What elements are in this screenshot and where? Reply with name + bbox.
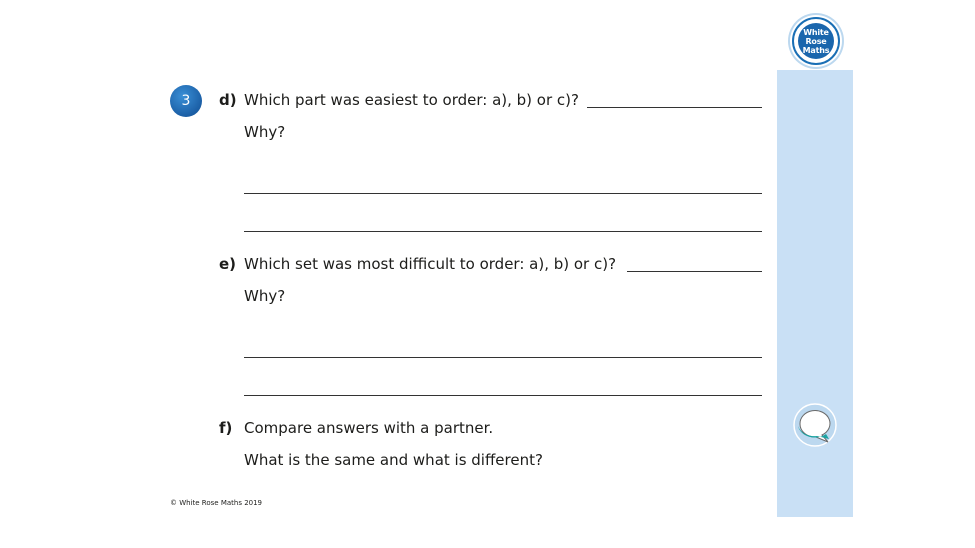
- white-rose-maths-logo: [792, 17, 840, 65]
- part-d-answer-line-1[interactable]: [244, 193, 762, 194]
- part-e-answer-line-1[interactable]: [244, 357, 762, 358]
- part-d-short-answer-line[interactable]: [587, 107, 762, 108]
- logo-line-2: Rose: [805, 36, 827, 46]
- part-e-why: Why?: [244, 287, 286, 305]
- part-e-short-answer-line[interactable]: [627, 271, 762, 272]
- part-d-label: d): [219, 91, 237, 109]
- speech-bubble-icon: [792, 402, 838, 448]
- part-e-prompt: Which set was most difficult to order: a), b) or c)?: [244, 255, 617, 273]
- part-f-prompt: Compare answers with a partner.: [244, 419, 494, 437]
- question-number-badge: [170, 85, 202, 117]
- copyright-notice: © White Rose Maths 2019: [170, 499, 263, 507]
- logo-line-1: White: [803, 27, 829, 37]
- part-e-answer-line-2[interactable]: [244, 395, 762, 396]
- question-number: 3: [181, 93, 191, 109]
- part-d-why: Why?: [244, 123, 286, 141]
- part-d-prompt: Which part was easiest to order: a), b) or c)?: [244, 91, 579, 109]
- part-e-label: e): [219, 255, 237, 273]
- part-f-label: f): [219, 419, 233, 437]
- logo-line-3: Maths: [802, 45, 830, 55]
- logo-text: [798, 23, 834, 59]
- part-d-answer-line-2[interactable]: [244, 231, 762, 232]
- part-f-follow-up: What is the same and what is different?: [244, 451, 543, 469]
